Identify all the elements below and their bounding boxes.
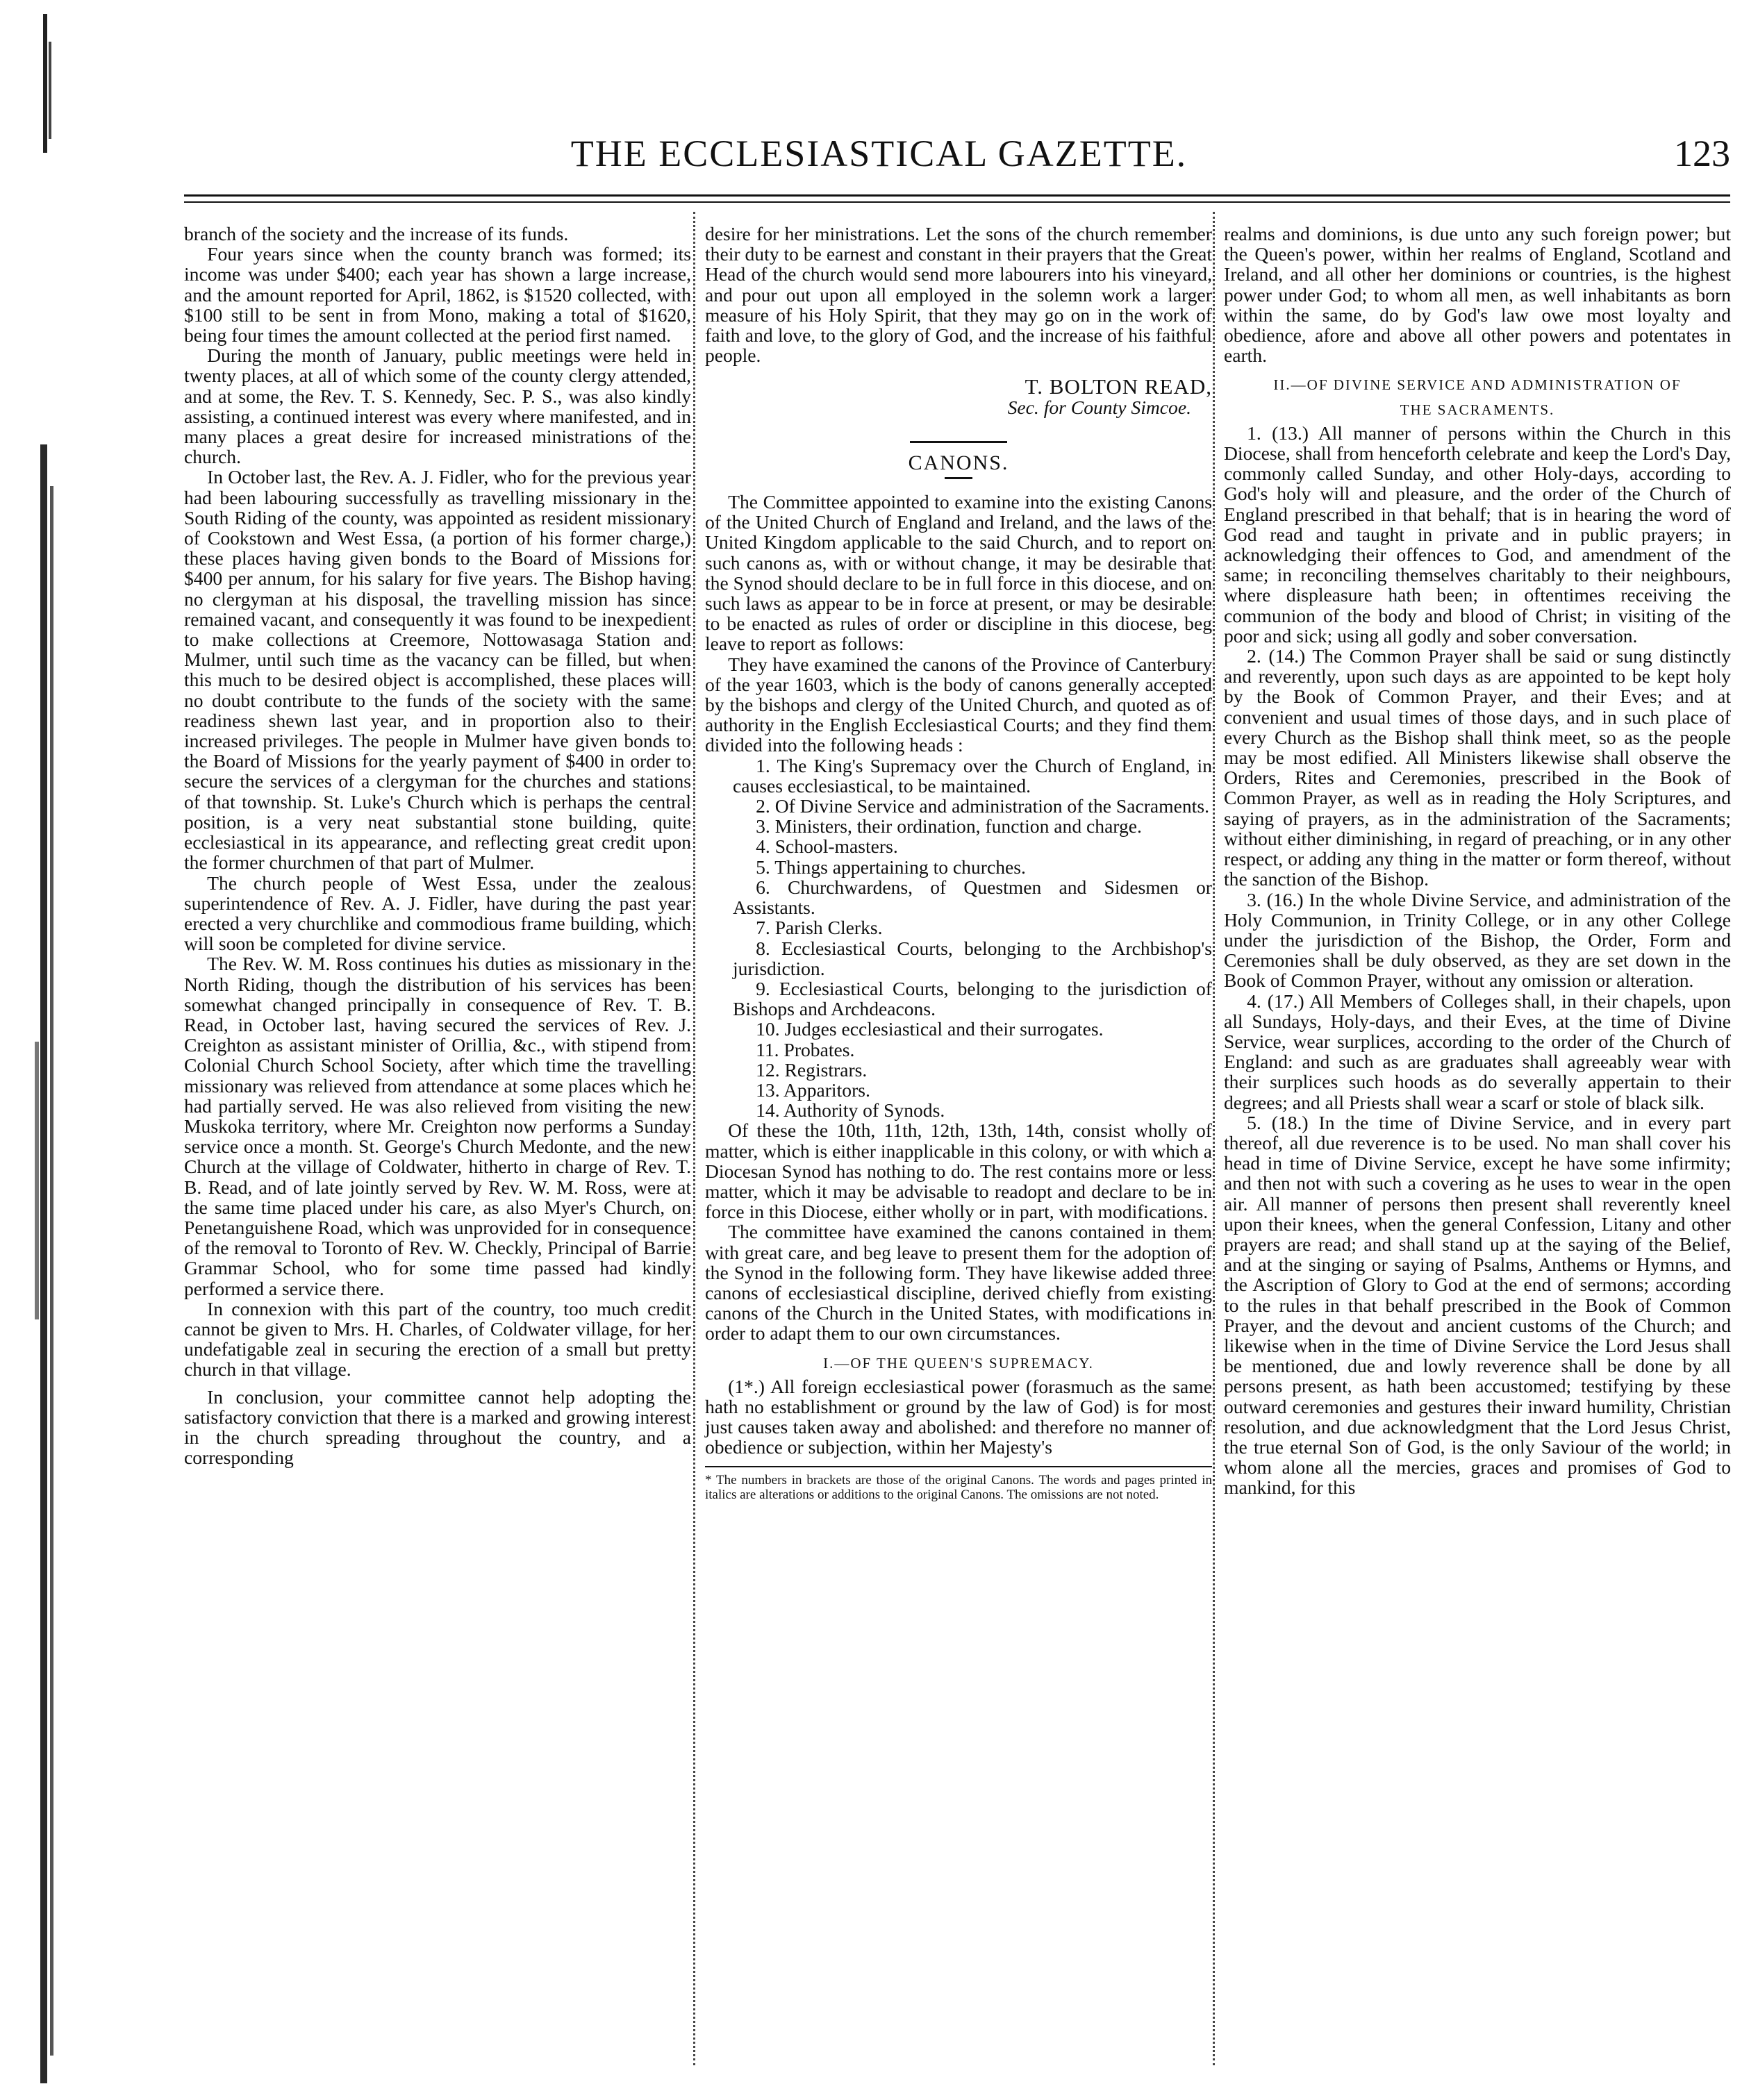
paragraph: 3. (16.) In the whole Divine Service, and administration of the Holy Communion, in Trinity College, or in any other College under the jurisdiction of the Bishop, the Order, Form and Ceremonies shall be duly observed, as they are set down in the Book of Common Prayer, without any omission or alteration. [1224,888,1731,992]
paragraph: 4. (17.) All Members of Colleges shall, in their chapels, upon all Sundays, Holy-days, and their Eves, at the time of Divine Service, wear surplices, according to the order of the Church of England: and such as are graduates shall agreeably wear with their surplices such hoods as do severally appertain to their degrees; and all Priests shall wear a scarf or stole of black silk. [1224,990,1731,1113]
list-item: 2. Of Divine Service and administration of the Sacraments. [756,795,1209,817]
list-item: 6. Churchwardens, of Questmen and Sidesmen or Assistants. [733,876,1212,919]
list-item: 14. Authority of Synods. [756,1099,945,1122]
paragraph: The committee have examined the canons contained in them with great care, and beg leave to present them for the adoption of the Synod in the following form. They have likewise added three canons of ecclesiastical discipline, derived chiefly from existing canons of the Church in the United States, with modifications in order to adapt them to our own circumstances. [705,1221,1212,1344]
list-item: 4. School-masters. [756,835,898,858]
page-header-title: THE ECCLESIASTICAL GAZETTE. [570,133,1188,174]
section-divider [910,441,1007,443]
paragraph: realms and dominions, is due unto any such foreign power; but the Queen's power, within her realms of England, Scotland and Ireland, and all other her dominions or countries, is the highest power under God; to whom all men, as well inhabitants as born within the same, do by God's law owe most loyalty and obedience, afore and above all other powers and potentates in earth. [1224,223,1731,367]
list-item: 9. Ecclesiastical Courts, belonging to the jurisdiction of Bishops and Archdeacons. [733,977,1212,1020]
column-separator-1 [693,212,695,2065]
column-3 [1224,224,1731,1498]
paragraph: Four years since when the county branch was formed; its income was under $400; each year has shown a large increase, and the amount reported for April, 1862, is $1520 collected, with $100 still to be sent in from Mono, making a total of $1620, being four times the amount collected at the period first named. [184,243,691,347]
list-item: 7. Parish Clerks. [756,917,883,939]
paragraph: The Rev. W. M. Ross continues his duties as missionary in the North Riding, though the distribution of his services has been somewhat changed principally in consequence of Rev. T. B. Read, in October last, having secured the services of Rev. J. Creighton as assistant minister of Orillia, &c., with stipend from Colonial Church School Society, after which time the travelling missionary was relieved from attendance at some places which he had partially served. He was also relieved from visiting the new Muskoka territory, where Mr. Creighton now performs a Sunday service once a month. St. George's Church Medonte, and the new Church at the village of Coldwater, hitherto in charge of Rev. T. B. Read, and of late jointly served by Rev. W. M. Ross, were at the same time placed under his care, as also Myer's Church, on Penetanguishene Road, which was unprovided for in consequence of the removal to Toronto of Rev. W. Checkly, Principal of Barrie Grammar School, who for some time passed had kindly performed a service there. [184,953,691,1299]
paragraph: In conclusion, your committee cannot help adopting the satisfactory conviction that there is a marked and growing interest in the church spreading throughout the country, and a corresponding [184,1385,691,1469]
list-item: 11. Probates. [756,1038,855,1060]
signature-block [705,376,1212,417]
paragraph: In October last, the Rev. A. J. Fidler, who for the previous year had been labouring successfully as travelling missionary in the South Riding of the county, was appointed as resident missionary of Cookstown and West Essa, (a portion of his former charge,) these places having given bonds to the Board of Missions for $400 per annum, for his salary for five years. The Bishop having no clergyman at his disposal, the travelling mission has since remained vacant, and consequently it was found to be inexpedient to make collections at Creemore, Nottowasaga Station and Mulmer, until such time as the vacancy can be filled, but when this much to be desired object is accomplished, these places will no doubt contribute to the funds of the society with the same readiness shewn last year, and in proportion also to their increased privileges. The people in Mulmer have given bonds to the Board of Missions for the yearly payment of $400 in order to secure the services of a clergyman for the churches and stations of that township. St. Luke's Church which is perhaps the central position, is a very neat substantial stone building, quite ecclesiastical in its appearance, and reflecting great credit upon the former churchmen of that part of Mulmer. [184,466,691,874]
paragraph: The church people of West Essa, under the zealous superintendence of Rev. A. J. Fidler, have during the past year erected a very churchlike and commodious frame building, which will soon be completed for divine service. [184,872,691,955]
signature-name: T. BOLTON READ, [1025,374,1212,399]
paragraph: In connexion with this part of the country, too much credit cannot be given to Mrs. H. Charles, of Coldwater village, for her undefatigable zeal in securing the erection of a small but pretty church in that village. [184,1297,691,1381]
column-separator-2 [1213,212,1215,2065]
column-2 [705,224,1212,1502]
list-item: 12. Registrars. [756,1058,868,1081]
paragraph: 5. (18.) In the time of Divine Service, and in every part thereof, all due reverence is to be used. No man shall cover his head in time of Divine Service, except he have some infirmity; and then not with such a covering as he uses to wear in the open air. All manner of persons then present shall reverently kneel upon their knees, when the general Confession, Litany and other prayers are read; and shall stand up at the saying of the Belief, and at the singing or saying of Psalms, Anthems or Hymns, and the Ascription of Glory to God at the end of sermons; according to the rules in that behalf prescribed in the Book of Common Prayer, and the devout and ancient customs of the Church; and likewise when in the time of Divine Service the Lord Jesus shall be mentioned, due and lowly reverence shall be done by all persons present, as hath been accustomed; testifying by these outward ceremonies and gestures their inward humility, Christian resolution, and due acknowledgment that the Lord Jesus Christ, the true eternal Son of God, is the only Saviour of the world; in whom alone all the mercies, graces and promises of God to mankind, for this [1224,1111,1731,1499]
paragraph: Of these the 10th, 11th, 12th, 13th, 14th, consist wholly of matter, which is either inapplicable in this colony, or with which a Diocesan Synod has nothing to do. The rest contains more or less matter, which it may be advisable to readopt and declare to be in force in this Diocese, either wholly or in part, with modifications. [705,1119,1212,1223]
column-1 [184,224,691,1467]
paragraph: 1. (13.) All manner of persons within the Church in this Diocese, shall from henceforth celebrate and keep the Lord's Day, commonly called Sunday, and other Holy-days, according to God's holy will and pleasure, and the order of the Church of England prescribed in that behalf; that is in hearing the word of God read and taught in private and in public prayers; in acknowledging their offences to God, and amendment of the same; in reconciling themselves charitably to their neighbours, where displeasure hath been; in oftentimes receiving the communion of the body and blood of Christ; in visiting of the poor and sick; using all godly and sober conversation. [1224,422,1731,647]
sub-heading-continued: THE SACRAMENTS. [1400,401,1555,418]
footnote: * The numbers in brackets are those of the original Canons. The words and pages printed in italics are alterations or additions to the original Canons. The omissions are not noted. [705,1466,1212,1502]
signature-role: Sec. for County Simcoe. [1007,396,1191,418]
list-item: 13. Apparitors. [756,1078,870,1101]
paragraph: desire for her ministrations. Let the sons of the church remember their duty to be earnest and constant in their prayers that the Great Head of the church would send more labourers into his vineyard, and pour out upon all employed in the solemn work a larger measure of his Holy Spirit, that they may go on in the work of faith and love, to the glory of God, and the increase of his faithful people. [705,223,1212,367]
list-item: 1. The King's Supremacy over the Church of England, in causes ecclesiastical, to be maintained. [733,754,1212,797]
paragraph: They have examined the canons of the Province of Canterbury of the year 1603, which is the body of canons generally accepted by the bishops and clergy of the United Church, and quoted as of authority in the English Ecclesiastical Courts; and they find them divided into the following heads : [705,653,1212,756]
header-rule-thin [184,201,1730,203]
section-title: CANONS. [908,451,1009,474]
paragraph: The Committee appointed to examine into the existing Canons of the United Church of England and Ireland, and the laws of the United Kingdom applicable to the said Church, and to report on such canons as, with or without change, it may be desirable that the Synod should declare to be in full force in this diocese, and on such laws as appear to be in force at present, or may be desirable to be enacted as rules of order or discipline in this diocese, beg leave to report as follows: [705,491,1212,655]
sub-heading: II.—OF DIVINE SERVICE AND ADMINISTRATION OF [1273,376,1682,394]
scanned-binding-edge [0,0,83,2100]
paragraph: (1*.) All foreign ecclesiastical power (forasmuch as the same hath no establishment or ground by the law of God) is for most just causes taken away and abolished: and therefore no manner of obedience or subjection, within her Majesty's [705,1375,1212,1458]
section-divider-small [945,477,972,479]
list-item: 5. Things appertaining to churches. [756,856,1026,878]
list-item: 8. Ecclesiastical Courts, belonging to the Archbishop's jurisdiction. [733,937,1212,979]
list-item: 3. Ministers, their ordination, function and charge. [756,815,1142,838]
sub-heading: I.—OF THE QUEEN'S SUPREMACY. [823,1354,1094,1372]
page-number: 123 [1674,133,1730,174]
paragraph: During the month of January, public meetings were held in twenty places, at all of which some of the county clergy attended, and at some, the Rev. T. S. Kennedy, Sec. P. S., was also kindly assisting, a continued interest was every where manifested, and in many places a great desire for increased ministrations of the church. [184,344,691,468]
paragraph: branch of the society and the increase of its funds. [184,223,569,244]
list-item: 10. Judges ecclesiastical and their surrogates. [756,1018,1104,1040]
header-rule [184,194,1730,197]
paragraph: 2. (14.) The Common Prayer shall be said or sung distinctly and reverently, upon such days as are appointed to be kept holy by the Book of Common Prayer, and their Eves; and at convenient and usual times of those days, and in such place of every Church as the Bishop shall think meet, so as the people may be most edified. All Ministers likewise shall observe the Orders, Rites and Ceremonies, prescribed in the Book of Common Prayer, as well as in reading the Holy Scriptures, and saying of prayers, as in the administration of the Sacraments; without either diminishing, in regard of preaching, or in any other respect, or adding any thing in the matter or form thereof, without the sanction of the Bishop. [1224,645,1731,890]
